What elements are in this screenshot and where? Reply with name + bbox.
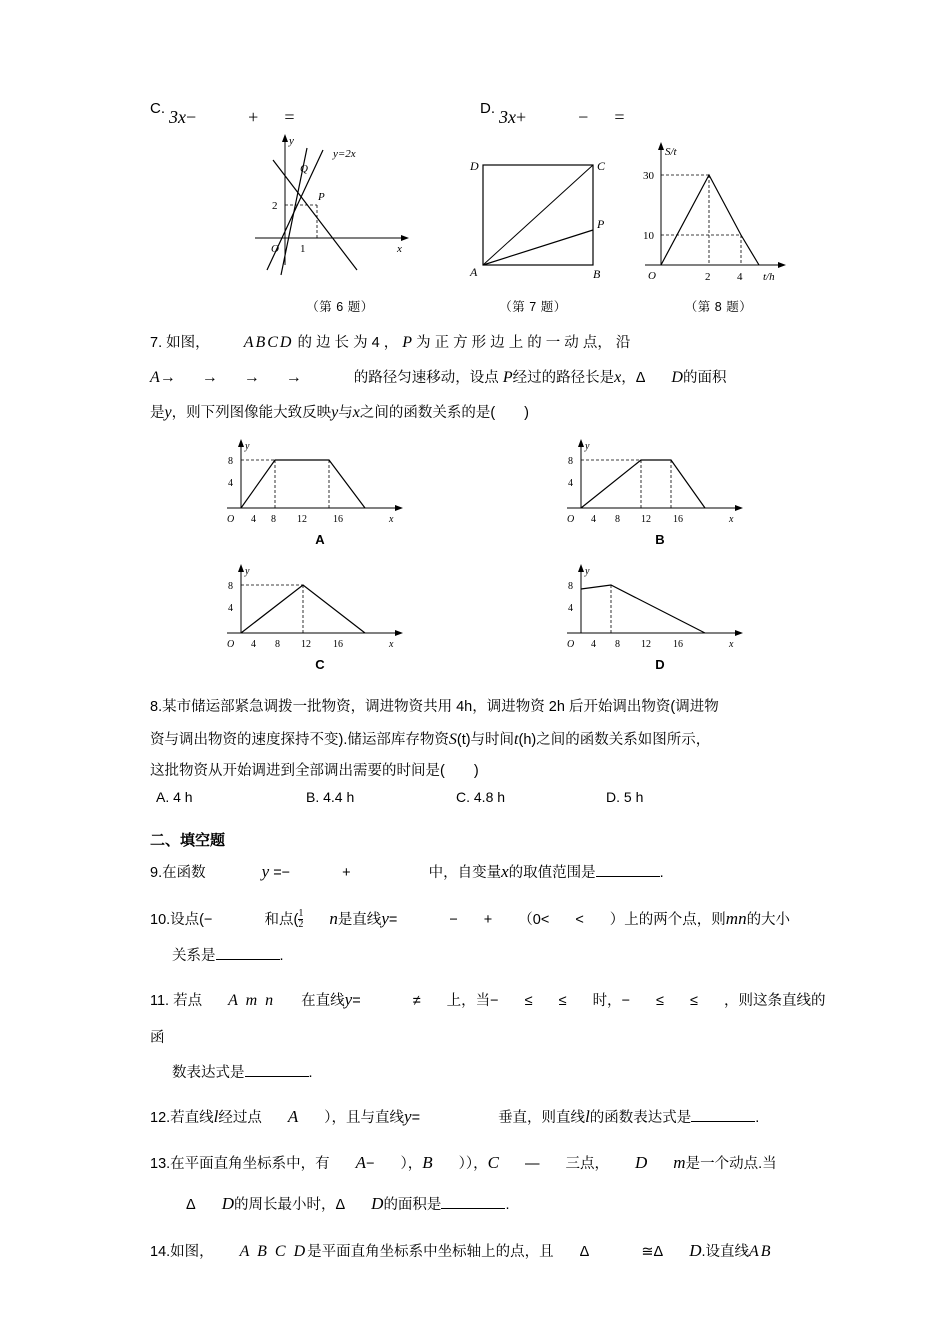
q7-A-ytick-4: 4 [227, 478, 233, 490]
q12-answer-blank[interactable] [691, 1121, 755, 1122]
fig7-A-label: A [470, 264, 478, 279]
q12-end: . [755, 1109, 760, 1126]
q12-mid-4: 的函数表达式是 [589, 1109, 692, 1126]
q14-tri-2: Δ [653, 1244, 664, 1260]
q11-line-2: 数表达式是 [172, 1064, 245, 1081]
q7-y-var: y [164, 404, 172, 422]
q14-tri-1: Δ [579, 1244, 590, 1260]
q8-t-var: t [514, 730, 519, 748]
q7-point-p2: P [502, 368, 513, 386]
q7-choice-D-label: D [655, 657, 665, 673]
figure-6-graph [245, 130, 435, 295]
option-c-expression: 3x− + = [169, 107, 295, 127]
option-d-label: D. [480, 100, 495, 117]
option-d-expression: 3x+ − = [499, 107, 625, 127]
q12-eq: = [411, 1109, 421, 1126]
q13-line-2-d: D [221, 1194, 234, 1214]
q7-choice-D [490, 561, 830, 672]
q7-B-xtick-12: 12 [640, 514, 651, 526]
q9-mid: 中，自变量 [428, 864, 502, 881]
q7-A-origin: O [226, 514, 234, 526]
q10-eq: = [388, 911, 398, 928]
q13-minus: − [366, 1156, 375, 1173]
q7-choice-D-graph [553, 561, 768, 656]
q7-C-ytick-8: 8 [227, 581, 233, 593]
q12-l-var: l [213, 1106, 219, 1126]
question-12 [150, 1097, 830, 1138]
q8-number: 8. [150, 699, 163, 716]
q7-comma: ， [621, 369, 636, 386]
q7-arrow-4: → [285, 368, 302, 386]
q7-choice-B [490, 436, 830, 547]
q11-mid-3: 时， [592, 993, 622, 1010]
q13-mid-1: ）， [400, 1156, 423, 1173]
q12-a-var: A [287, 1106, 299, 1126]
q7-B-xtick-16: 16 [672, 514, 683, 526]
question-13 [150, 1143, 830, 1225]
section-2-title: 二、填空题 [150, 831, 226, 849]
fig6-origin-label: O [271, 242, 279, 255]
q13-pre: 在平面直角坐标系中，有 [170, 1156, 330, 1173]
q10-line-2-pre: 关系是 [172, 948, 216, 965]
question-8 [150, 692, 830, 786]
q8-s-var: S [448, 730, 457, 748]
q8-line-2b: (t)与时间 [456, 731, 515, 748]
q10-mid-2: 是直线 [337, 911, 382, 928]
q7-square-name: ABCD [243, 333, 294, 351]
q7-D-xtick-12: 12 [640, 639, 651, 651]
q11-le-4: − [621, 993, 631, 1010]
figure-8-caption: （第 8 题） [684, 299, 753, 314]
q9-answer-blank[interactable] [596, 876, 660, 877]
q11-y-var: y [344, 990, 353, 1010]
q10-minus: − [449, 911, 458, 928]
q7-text-2: 的 边 长 为 4 ， [297, 334, 399, 351]
q13-dash: — [525, 1156, 540, 1173]
option-c-label: C. [150, 100, 165, 117]
q7-A-xtick-12: 12 [296, 514, 307, 526]
q10-plus: + [483, 911, 493, 928]
fig8-tick-2: 2 [705, 270, 711, 283]
q7-C-xtick-12: 12 [300, 639, 311, 651]
q9-pre: 在函数 [162, 864, 206, 881]
figure-7-graph [453, 130, 613, 295]
q9-post: 的取值范围是 [508, 864, 596, 881]
q10-lt: < [575, 911, 584, 928]
q7-A-xtick-4: 4 [250, 514, 256, 526]
q14-mid-1: 是平面直角坐标系中坐标轴上的点，且 [307, 1244, 554, 1260]
q7-number: 7. [150, 334, 163, 351]
figure-8 [631, 130, 806, 315]
q7-text-4: 的路径匀速移动，设点 [353, 369, 499, 386]
q7-A-y-axis: y [244, 441, 249, 453]
figure-7 [453, 130, 613, 315]
q11-mid-1: 在直线 [301, 993, 345, 1010]
q8-options [150, 789, 830, 805]
q10-cond-end: ）上的两个点，则 [609, 911, 726, 928]
q7-D-ytick-4: 4 [567, 603, 573, 615]
q12-mid-3: 垂直，则直线 [498, 1109, 586, 1126]
fig6-x-label: x [397, 242, 402, 255]
q9-x-var: x [501, 861, 509, 881]
fig6-tick-1: 1 [300, 242, 306, 255]
q7-x-var-2: x [352, 404, 360, 422]
q7-text-10: 之间的函数关系的是( ) [359, 405, 529, 422]
q8-line-2a: 资与调出物资的速度探持不变).储运部库存物资 [150, 731, 449, 748]
q8-option-b[interactable]: B. 4.4 h [306, 788, 355, 805]
q7-A-xtick-16: 16 [332, 514, 343, 526]
fig8-tick-10: 10 [643, 229, 654, 242]
q7-choice-graphs [150, 436, 830, 678]
q11-mid-2: 上，当 [446, 993, 491, 1010]
q7-choice-A-graph [213, 436, 428, 531]
q13-line-2-mid: 的周长最小时， [233, 1197, 336, 1214]
q7-arrow-3: → [243, 368, 260, 386]
option-d [480, 100, 625, 127]
q13-line-2-d-2: D [371, 1194, 384, 1214]
q9-end: . [659, 864, 664, 881]
q7-B-xtick-8: 8 [614, 514, 620, 526]
q11-pre: 若点 [173, 993, 203, 1010]
q7-B-origin: O [566, 514, 574, 526]
fig7-D-label: D [470, 158, 479, 173]
q13-mid-2: ））， [458, 1156, 488, 1173]
q14-d-var: D [689, 1241, 702, 1260]
q7-choice-C-graph [213, 561, 428, 656]
q11-le-5: ≤ [656, 993, 664, 1010]
q13-b-var: B [422, 1153, 433, 1173]
q11-point-name: A m n [228, 992, 276, 1010]
q10-tail: 的大小 [746, 911, 791, 928]
q11-le-2: ≤ [524, 993, 533, 1010]
q14-mid-2: .设直线 [701, 1244, 749, 1260]
fig6-tick-2: 2 [272, 199, 278, 212]
q10-n-var: n [329, 908, 338, 928]
q7-D-xtick-16: 16 [672, 639, 683, 651]
fig7-C-label: C [597, 158, 606, 173]
q7-y-var-2: y [331, 404, 339, 422]
q12-y-var: y [404, 1106, 412, 1126]
q8-line-3: 这批物资从开始调进到全部调出需要的时间是( ) [150, 763, 479, 780]
q11-number: 11. [150, 993, 170, 1010]
q13-dot: . [505, 1197, 510, 1214]
q13-m-var: m [673, 1153, 686, 1173]
q10-fraction: $\frac{1}{2}$ [298, 907, 304, 931]
q7-D-y-axis: y [584, 566, 589, 578]
q11-le-1: − [490, 993, 499, 1010]
q7-A-ytick-8: 8 [227, 456, 233, 468]
q13-mid-3: 三点， [565, 1156, 610, 1173]
q13-line-2-end: 的面积是 [383, 1197, 442, 1214]
q9-eq: = [273, 864, 282, 881]
q7-tri: Δ [635, 369, 646, 386]
fig6-P-label: P [318, 190, 325, 203]
q13-number: 13. [150, 1156, 171, 1173]
figures-row [150, 130, 830, 315]
q7-B-xtick-4: 4 [590, 514, 596, 526]
q7-choice-A [150, 436, 490, 547]
q7-x-var: x [614, 368, 622, 386]
q7-text-8: ，则下列图像能大致反映 [171, 405, 332, 422]
q12-number: 12. [150, 1109, 171, 1126]
q10-number: 10. [150, 911, 171, 928]
fig7-P-label: P [597, 216, 605, 231]
q13-line-2-tri: Δ [186, 1197, 196, 1214]
q7-C-xtick-8: 8 [274, 639, 280, 651]
q10-m-var: m [725, 908, 739, 928]
q9-y-var: y [261, 861, 270, 881]
q13-c-var: C [487, 1153, 500, 1173]
q13-mid-4: 是一个动点.当 [685, 1156, 777, 1173]
q12-l-var-2: l [585, 1106, 590, 1126]
q7-D-xtick-4: 4 [590, 639, 596, 651]
q7-path-start: A→ [150, 368, 176, 386]
q7-C-xtick-16: 16 [332, 639, 343, 651]
q11-le-6: ≤ [690, 993, 698, 1010]
q11-mid-4: ，则这条直线的函 [150, 993, 826, 1047]
q7-text-6: 的面积 [682, 369, 727, 386]
q11-answer-blank[interactable] [245, 1076, 309, 1077]
q12-mid-2: ），且与直线 [324, 1109, 405, 1126]
q7-D-origin: O [566, 639, 574, 651]
question-14 [150, 1231, 830, 1272]
fig8-tick-4: 4 [737, 270, 743, 283]
q10-n-var-2: n [738, 908, 747, 928]
options-cd-row [150, 100, 830, 127]
q10-pre: 设点(− [170, 911, 213, 928]
q9-minus: − [281, 864, 291, 881]
figure-7-caption: （第 7 题） [499, 299, 567, 314]
q7-text-9: 与 [338, 405, 353, 422]
question-11 [150, 980, 830, 1090]
q7-choice-C [150, 561, 490, 672]
fig8-x-label: t/h [763, 270, 775, 283]
q13-answer-blank[interactable] [441, 1208, 505, 1209]
q8-option-a[interactable]: A. 4 h [156, 788, 193, 805]
q7-C-y-axis: y [244, 566, 249, 578]
q7-C-ytick-4: 4 [227, 603, 233, 615]
q14-ab: AB [749, 1243, 773, 1260]
question-7 [150, 325, 830, 431]
q7-choice-C-label: C [315, 657, 325, 673]
fig8-origin-label: O [648, 269, 656, 282]
q7-B-ytick-8: 8 [567, 456, 573, 468]
q8-line-2c: (h)之间的函数关系如图所示， [518, 731, 711, 748]
q14-number: 14. [150, 1244, 171, 1260]
q7-C-origin: O [226, 639, 234, 651]
fig6-Q-label: Q [300, 162, 308, 175]
q10-y-var: y [381, 908, 389, 928]
figure-6-caption: （第 6 题） [306, 299, 374, 314]
q7-choice-B-label: B [655, 532, 665, 548]
q11-eq: = [352, 993, 361, 1010]
q13-line-2-tri-2: Δ [335, 1197, 346, 1214]
q7-text-3: 为 正 方 形 边 上 的 一 动 点， 沿 [416, 334, 631, 351]
q9-plus: + [342, 864, 351, 881]
q11-le-3: ≤ [558, 993, 567, 1010]
q10-cond: （0< [518, 911, 550, 928]
fig8-y-label: S/t [665, 145, 677, 158]
figure-8-graph [631, 130, 806, 295]
fig7-B-label: B [593, 266, 601, 281]
q8-line-1: 某市储运部紧急调拨一批物资，调进物资共用 4h，调进物资 2h 后开始调出物资(调进物 [162, 699, 719, 716]
q7-B-y-axis: y [584, 441, 589, 453]
q7-B-x-axis: x [728, 514, 733, 526]
q12-mid-1: 经过点 [218, 1109, 262, 1126]
question-9 [150, 852, 830, 893]
q7-D-ytick-8: 8 [567, 581, 573, 593]
q11-line-2-end: . [308, 1064, 313, 1081]
q7-C-x-axis: x [388, 639, 393, 651]
q7-choice-A-label: A [315, 532, 325, 548]
q7-A-xtick-8: 8 [270, 514, 276, 526]
q14-pre: 如图， [170, 1244, 214, 1260]
q8-option-d[interactable]: D. 5 h [606, 788, 644, 805]
q10-line-2-end: . [279, 948, 284, 965]
q7-text-1: 如图， [166, 334, 210, 351]
q7-C-xtick-4: 4 [250, 639, 256, 651]
q7-D-xtick-8: 8 [614, 639, 620, 651]
q14-points: A B C D [239, 1243, 308, 1260]
q7-text-7: 是 [150, 405, 165, 422]
fig6-line-equation: y=2x [333, 147, 356, 160]
q10-mid-1: 和点( [264, 911, 299, 928]
q7-tri-name: D [671, 368, 683, 386]
q8-option-c[interactable]: C. 4.8 h [456, 788, 506, 805]
q7-D-x-axis: x [728, 639, 733, 651]
q11-neq: ≠ [412, 993, 421, 1010]
q7-choice-B-graph [553, 436, 768, 531]
question-10 [150, 899, 830, 975]
q10-answer-blank[interactable] [216, 959, 280, 960]
fig8-tick-30: 30 [643, 169, 654, 182]
q7-arrow-2: → [201, 368, 218, 386]
q13-a-var: A [355, 1153, 367, 1173]
q7-B-ytick-4: 4 [567, 478, 573, 490]
figure-6 [245, 130, 435, 315]
q7-point-p: P [402, 333, 413, 351]
option-c [150, 100, 480, 127]
q7-A-x-axis: x [388, 514, 393, 526]
q13-d-var: D [635, 1153, 648, 1173]
q7-text-5: 经过的路径长是 [512, 369, 615, 386]
fig6-y-label: y [289, 134, 294, 147]
q9-number: 9. [150, 864, 163, 881]
q14-cong: ≅ [641, 1244, 654, 1260]
q12-pre: 若直线 [170, 1109, 214, 1126]
